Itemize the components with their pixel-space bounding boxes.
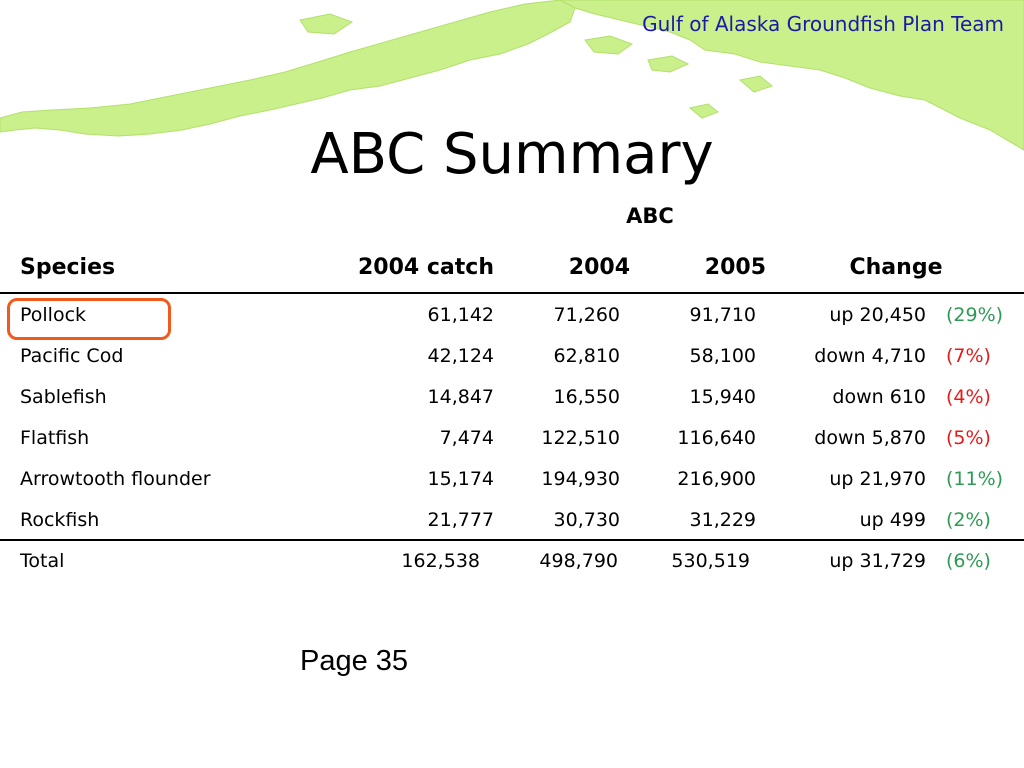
total-label: Total xyxy=(20,550,65,572)
abc-2004-cell: 71,260 xyxy=(553,304,620,326)
peninsula-landmass xyxy=(0,0,575,136)
catch-2004-cell: 61,142 xyxy=(427,304,494,326)
change-cell: up 21,970 xyxy=(829,468,926,490)
table-row xyxy=(0,337,1024,377)
abc-2005-cell: 15,940 xyxy=(689,386,756,408)
table-row xyxy=(0,501,1024,541)
total-divider xyxy=(0,539,1024,541)
island-2 xyxy=(648,56,688,72)
change-percent-cell: (2%) xyxy=(946,509,991,531)
abc-2005-cell: 91,710 xyxy=(689,304,756,326)
abc-2005-cell: 216,900 xyxy=(677,468,756,490)
abc-2005-cell: 116,640 xyxy=(677,427,756,449)
team-header: Gulf of Alaska Groundfish Plan Team xyxy=(642,12,1004,36)
column-header-2004-abc: 2004 xyxy=(568,255,630,280)
catch-2004-cell: 21,777 xyxy=(427,509,494,531)
island-5 xyxy=(740,76,772,92)
abc-2004-cell: 16,550 xyxy=(553,386,620,408)
island-1 xyxy=(585,36,632,54)
change-cell: up 499 xyxy=(859,509,926,531)
catch-2004-cell: 7,474 xyxy=(439,427,494,449)
species-cell: Pollock xyxy=(20,304,87,326)
catch-2004-cell: 15,174 xyxy=(427,468,494,490)
table-row xyxy=(0,378,1024,418)
abc-2005-cell: 58,100 xyxy=(689,345,756,367)
catch-2004-cell: 14,847 xyxy=(427,386,494,408)
abc-2005-cell: 31,229 xyxy=(689,509,756,531)
abc-2004-cell: 30,730 xyxy=(553,509,620,531)
change-percent-cell: (4%) xyxy=(946,386,991,408)
change-percent-cell: (11%) xyxy=(946,468,1004,490)
page-title: ABC Summary xyxy=(310,122,714,187)
page-number: Page 35 xyxy=(300,645,409,677)
change-cell: down 610 xyxy=(832,386,926,408)
total-row xyxy=(0,542,1024,582)
total-change-percent: (6%) xyxy=(946,550,991,572)
total-catch-2004: 162,538 xyxy=(401,550,480,572)
species-cell: Flatfish xyxy=(20,427,90,449)
catch-2004-cell: 42,124 xyxy=(427,345,494,367)
species-cell: Pacific Cod xyxy=(20,345,124,367)
island-3 xyxy=(300,14,352,34)
change-cell: up 20,450 xyxy=(829,304,926,326)
column-header-species: Species xyxy=(20,255,116,280)
column-header-2004-catch: 2004 catch xyxy=(358,255,494,280)
total-abc-2004: 498,790 xyxy=(539,550,618,572)
species-cell: Rockfish xyxy=(20,509,100,531)
pollock-highlight-box xyxy=(7,298,171,340)
abc-2004-cell: 194,930 xyxy=(541,468,620,490)
table-row xyxy=(0,460,1024,500)
species-cell: Sablefish xyxy=(20,386,107,408)
species-cell: Arrowtooth flounder xyxy=(20,468,211,490)
change-cell: down 4,710 xyxy=(814,345,926,367)
change-cell: down 5,870 xyxy=(814,427,926,449)
abc-group-label: ABC xyxy=(626,204,674,228)
total-change: up 31,729 xyxy=(829,550,926,572)
column-header-change: Change xyxy=(849,255,943,280)
change-percent-cell: (7%) xyxy=(946,345,991,367)
column-header-2005-abc: 2005 xyxy=(704,255,766,280)
change-percent-cell: (5%) xyxy=(946,427,991,449)
change-percent-cell: (29%) xyxy=(946,304,1004,326)
table-row xyxy=(0,419,1024,459)
total-abc-2005: 530,519 xyxy=(671,550,750,572)
island-4 xyxy=(690,104,718,118)
header-divider xyxy=(0,292,1024,294)
abc-2004-cell: 62,810 xyxy=(553,345,620,367)
abc-2004-cell: 122,510 xyxy=(541,427,620,449)
